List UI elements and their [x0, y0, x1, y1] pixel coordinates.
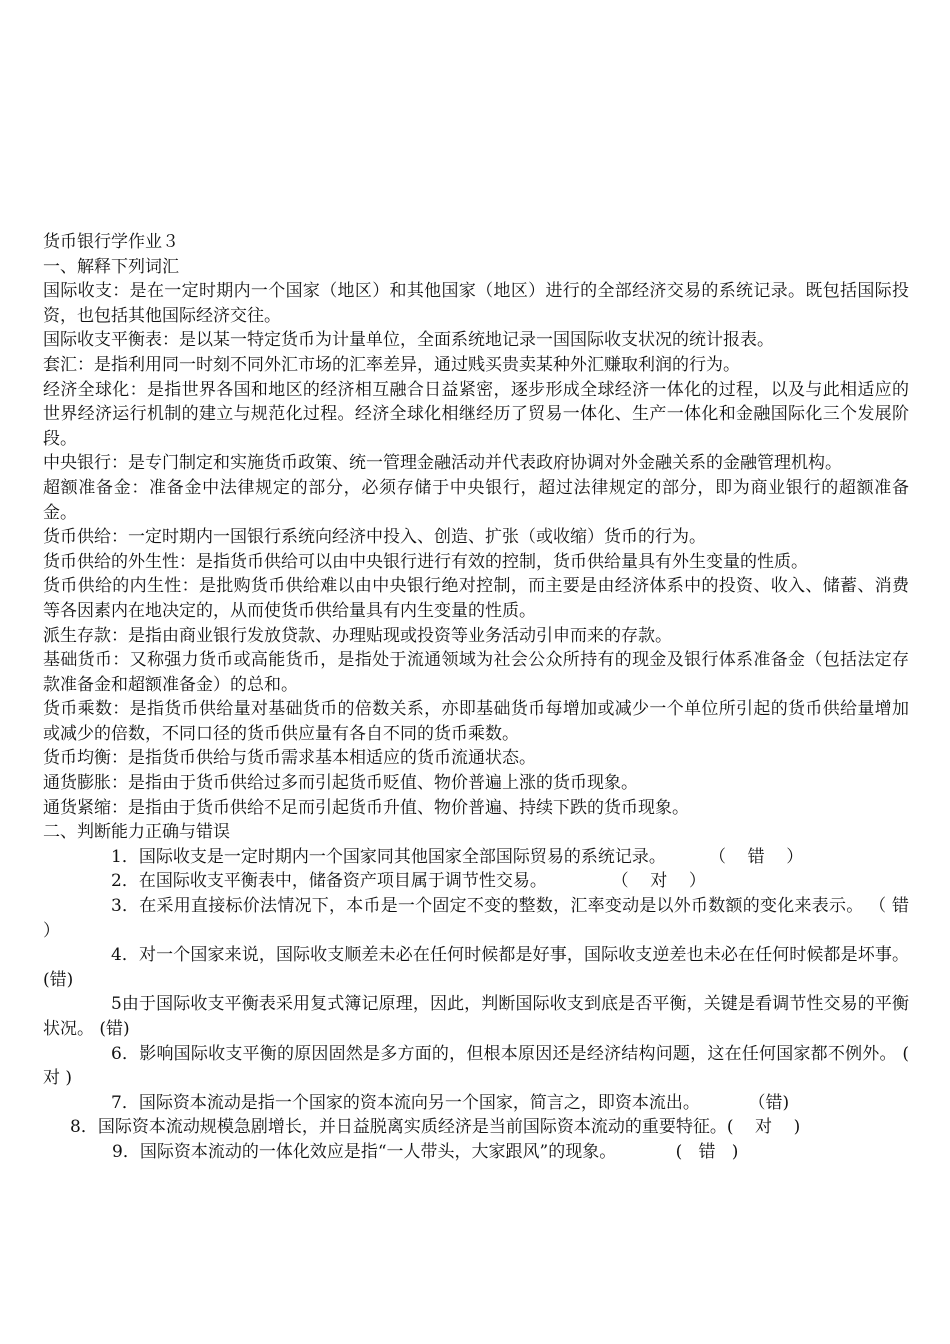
- section-heading-terms: 一、解释下列词汇: [43, 256, 179, 277]
- judgment-item: 2．在国际收支平衡表中，储备资产项目属于调节性交易。 （ 对 ）: [111, 871, 706, 892]
- term-definition: 国际收支：是在一定时期内一个国家（地区）和其他国家（地区）进行的全部经济交易的系统记录。既包括国际投资，也包括其他国际经济交往。: [43, 281, 909, 326]
- document-title: 货币银行学作业３: [43, 232, 179, 252]
- term-definition: 货币供给的外生性：是指货币供给可以由中央银行进行有效的控制，货币供给量具有外生变量的性质。: [43, 551, 808, 572]
- term-definition: 通货膨胀：是指由于货币供给过多而引起货币贬值、物价普遍上涨的货币现象。: [43, 773, 638, 794]
- document-page: [43, 230, 909, 1165]
- term-definition: 经济全球化：是指世界各国和地区的经济相互融合日益紧密，逐步形成全球经济一体化的过程，以及与此相适应的世界经济运行机制的建立与规范化过程。经济全球化相继经历了贸易一体化、生产一体化和金融国际化三个发展阶段。: [43, 379, 909, 449]
- judgment-item: 5由于国际收支平衡表采用复式簿记原理，因此，判断国际收支到底是否平衡，关键是看调节性交易的平衡状况。 (错): [43, 994, 909, 1039]
- judgment-item: 7．国际资本流动是指一个国家的资本流向另一个国家，简言之，即资本流出。 （错): [111, 1092, 790, 1113]
- term-definition: 货币供给的内生性：是批购货币供给难以由中央银行绝对控制，而主要是由经济体系中的投资、收入、储蓄、消费等各因素内在地决定的，从而使货币供给量具有内生变量的性质。: [43, 576, 909, 621]
- judgment-item: 4．对一个国家来说，国际收支顺差未必在任何时候都是好事，国际收支逆差也未必在任何时候都是坏事。 (错): [43, 945, 909, 990]
- term-definition: 中央银行：是专门制定和实施货币政策、统一管理金融活动并代表政府协调对外金融关系的金融管理机构。: [43, 453, 842, 474]
- term-definition: 国际收支平衡表：是以某一特定货币为计量单位，全面系统地记录一国国际收支状况的统计报表。: [43, 330, 774, 351]
- term-definition: 超额准备金：准备金中法律规定的部分，必须存储于中央银行，超过法律规定的部分，即为商业银行的超额准备金。: [43, 477, 909, 523]
- term-definition: 套汇：是指利用同一时刻不同外汇市场的汇率差异，通过贱买贵卖某种外汇赚取利润的行为。: [43, 354, 740, 375]
- term-definition: 货币均衡：是指货币供给与货币需求基本相适应的货币流通状态。: [43, 748, 536, 769]
- term-definition: 基础货币：又称强力货币或高能货币，是指处于流通领域为社会公众所持有的现金及银行体系准备金（包括法定存款准备金和超额准备金）的总和。: [43, 650, 909, 695]
- judgment-item: 1．国际收支是一定时期内一个国家同其他国家全部国际贸易的系统记录。 （ 错 ）: [111, 846, 804, 867]
- section-heading-judgments: 二、判断能力正确与错误: [43, 822, 230, 843]
- term-definition: 货币乘数：是指货币供给量对基础货币的倍数关系，亦即基础货币每增加或减少一个单位所引起的货币供给量增加或减少的倍数，不同口径的货币供应量有各自不同的货币乘数。: [43, 699, 909, 744]
- judgment-item: 6．影响国际收支平衡的原因固然是多方面的，但根本原因还是经济结构问题，这在任何国家都不例外。 ( 对 ): [43, 1043, 909, 1089]
- term-definition: 派生存款：是指由商业银行发放贷款、办理贴现或投资等业务活动引申而来的存款。: [43, 625, 672, 646]
- term-definition: 货币供给：一定时期内一国银行系统向经济中投入、创造、扩张（或收缩）货币的行为。: [43, 527, 706, 548]
- judgment-item: 3．在采用直接标价法情况下，本币是一个固定不变的整数，汇率变动是以外币数额的变化来表示。 （ 错 ）: [43, 896, 909, 941]
- judgment-item: 8．国际资本流动规模急剧增长，并日益脱离实质经济是当前国际资本流动的重要特征。( 对 ): [70, 1117, 801, 1138]
- term-definition: 通货紧缩：是指由于货币供给不足而引起货币升值、物价普遍、持续下跌的货币现象。: [43, 797, 689, 818]
- judgment-item: 9．国际资本流动的一体化效应是指“一人带头，大家跟风”的现象。 ( 错 ): [112, 1141, 739, 1162]
